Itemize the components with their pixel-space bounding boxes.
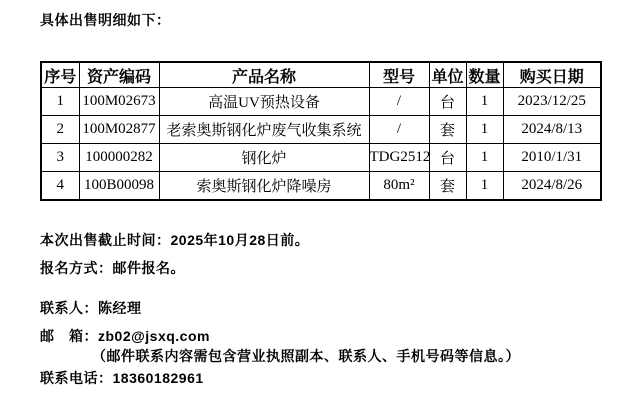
cell-asset-code: 100M02673	[79, 88, 159, 116]
cell-product-name: 高温UV预热设备	[159, 88, 369, 116]
table-body	[41, 88, 601, 201]
column-header-quantity: 数量	[466, 62, 503, 88]
cell-unit: 台	[429, 144, 466, 172]
asset-sale-table	[40, 61, 602, 201]
cell-purchase-date: 2024/8/13	[503, 116, 601, 144]
cell-purchase-date: 2010/1/31	[503, 144, 601, 172]
table-row	[41, 144, 601, 172]
table-row	[41, 116, 601, 144]
cell-quantity: 1	[466, 144, 503, 172]
cell-purchase-date: 2024/8/26	[503, 172, 601, 201]
contact-person-text: 联系人：陈经理	[40, 300, 142, 316]
contact-phone-text: 联系电话：18360182961	[40, 370, 204, 386]
column-header-product-name: 产品名称	[159, 62, 369, 88]
cell-model: /	[369, 116, 429, 144]
cell-serial: 1	[41, 88, 79, 116]
column-header-model: 型号	[369, 62, 429, 88]
cell-serial: 2	[41, 116, 79, 144]
table-row	[41, 88, 601, 116]
cell-model: /	[369, 88, 429, 116]
column-header-asset-code: 资产编码	[79, 62, 159, 88]
column-header-purchase-date: 购买日期	[503, 62, 601, 88]
table-row	[41, 62, 601, 88]
cell-serial: 3	[41, 144, 79, 172]
cell-asset-code: 100M02877	[79, 116, 159, 144]
cell-product-name: 老索奥斯钢化炉废气收集系统	[159, 116, 369, 144]
document-title: 具体出售明细如下：	[40, 12, 171, 28]
table-header-row	[41, 62, 601, 88]
cell-asset-code: 100000282	[79, 144, 159, 172]
deadline-text: 本次出售截止时间：2025年10月28日前。	[40, 232, 310, 248]
cell-product-name: 索奥斯钢化炉降噪房	[159, 172, 369, 201]
cell-unit: 套	[429, 116, 466, 144]
cell-unit: 台	[429, 88, 466, 116]
cell-quantity: 1	[466, 88, 503, 116]
column-header-unit: 单位	[429, 62, 466, 88]
cell-quantity: 1	[466, 116, 503, 144]
cell-serial: 4	[41, 172, 79, 201]
cell-model: TDG2512	[369, 144, 429, 172]
email-requirements-note: （邮件联系内容需包含营业执照副本、联系人、手机号码等信息。）	[92, 348, 520, 364]
cell-asset-code: 100B00098	[79, 172, 159, 201]
contact-email-text: 邮 箱：zb02@jsxq.com	[40, 328, 210, 344]
cell-unit: 套	[429, 172, 466, 201]
cell-model: 80m²	[369, 172, 429, 201]
cell-product-name: 钢化炉	[159, 144, 369, 172]
table-row	[41, 172, 601, 201]
signup-method-text: 报名方式：邮件报名。	[40, 260, 185, 276]
cell-purchase-date: 2023/12/25	[503, 88, 601, 116]
column-header-serial: 序号	[41, 62, 79, 88]
cell-quantity: 1	[466, 172, 503, 201]
